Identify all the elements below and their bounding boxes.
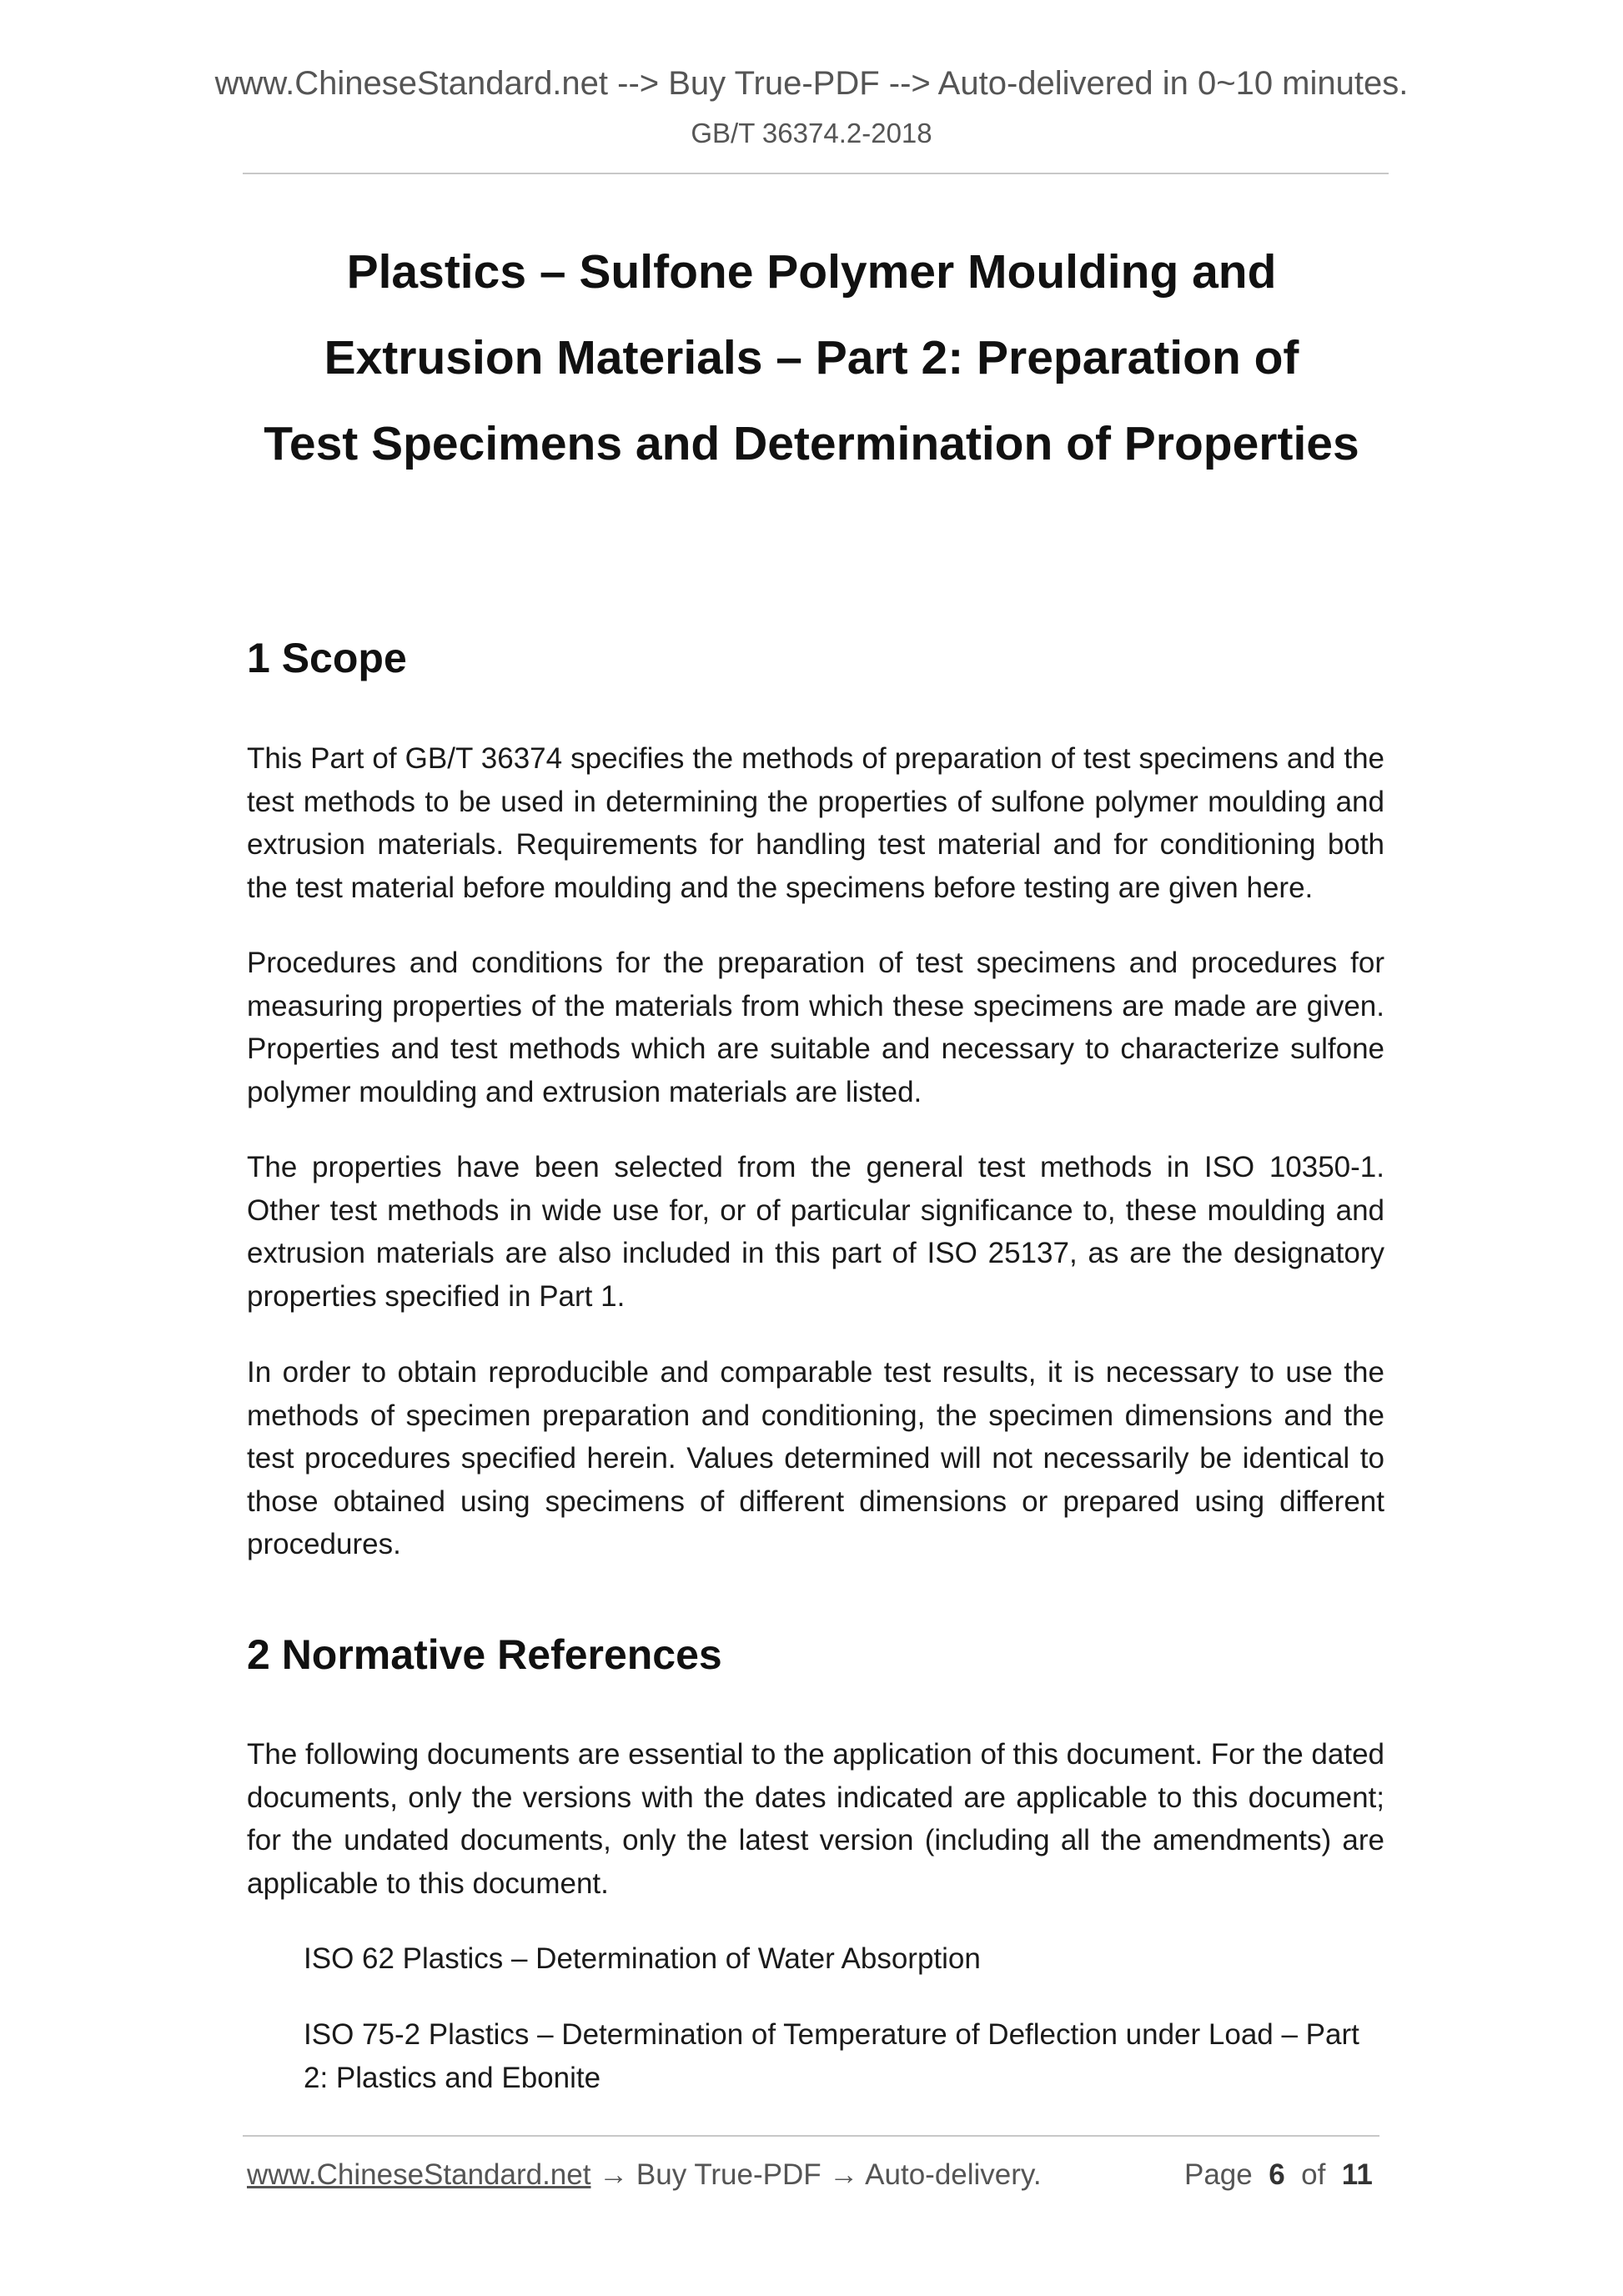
page-total: 11 xyxy=(1341,2158,1373,2191)
scope-paragraph-3: The properties have been selected from the general test methods in ISO 10350-1. Other test methods in wide use for, or of particular significance to, these moulding and extrusion materials are also included in this part of ISO 25137, as are the designatory properties specified in Part 1. xyxy=(247,1151,1384,1313)
header-doc-id: GB/T 36374.2-2018 xyxy=(691,118,932,148)
title-line-1: Plastics – Sulfone Polymer Moulding and xyxy=(346,245,1277,299)
scope-paragraph-2: Procedures and conditions for the preparation of test specimens and procedures for measuring properties of the materials from which these specimens are made are given. Properties and test methods which are suitable and necessary to characterize sulfone polymer moulding and extrusion materials are listed. xyxy=(247,947,1384,1108)
page-label: Page xyxy=(1184,2158,1253,2191)
section-heading-scope: 1 Scope xyxy=(247,635,407,681)
page-current: 6 xyxy=(1269,2158,1285,2191)
footer-tagline: → Buy True-PDF → Auto-delivery. xyxy=(590,2158,1042,2191)
document-title xyxy=(209,229,1414,487)
header-promo-text: www.ChineseStandard.net --> Buy True-PDF --> Auto-delivered in 0~10 minutes. xyxy=(214,65,1409,102)
section-heading-normative-references: 2 Normative References xyxy=(247,1631,722,1678)
footer-site-link[interactable]: www.ChineseStandard.net xyxy=(247,2158,591,2191)
title-line-3: Test Specimens and Determination of Properties xyxy=(264,417,1359,470)
footer-page-indicator xyxy=(1184,2158,1373,2192)
page-of-label: of xyxy=(1301,2158,1326,2191)
reference-item-iso-75-2: ISO 75-2 Plastics – Determination of Temperature of Deflection under Load – Part 2: Plastics and Ebonite xyxy=(304,2018,1359,2094)
references-intro-paragraph: The following documents are essential to the application of this document. For the dated documents, only the versions with the dates indicated are applicable to this document; for the undated documents, only the latest version (including all the amendments) are applicable to this document. xyxy=(247,1738,1384,1900)
footer-promo xyxy=(247,2158,1042,2192)
reference-item-iso-62: ISO 62 Plastics – Determination of Water Absorption xyxy=(304,1942,981,1975)
header-divider xyxy=(243,173,1389,174)
footer-divider xyxy=(243,2135,1379,2137)
scope-paragraph-4: In order to obtain reproducible and comparable test results, it is necessary to use the methods of specimen preparation and conditioning, the specimen dimensions and the test procedures specified herein. Values determined will not necessarily be identical to those obtained using specimens of different dimensions or prepared using different procedures. xyxy=(247,1356,1384,1560)
scope-paragraph-1: This Part of GB/T 36374 specifies the methods of preparation of test specimens and the test methods to be used in determining the properties of sulfone polymer moulding and extrusion materials. Requirements for handling test material and for conditioning both the test material before moulding and the specimens before testing are given here. xyxy=(247,742,1384,904)
title-line-2: Extrusion Materials – Part 2: Preparation of xyxy=(324,331,1299,384)
